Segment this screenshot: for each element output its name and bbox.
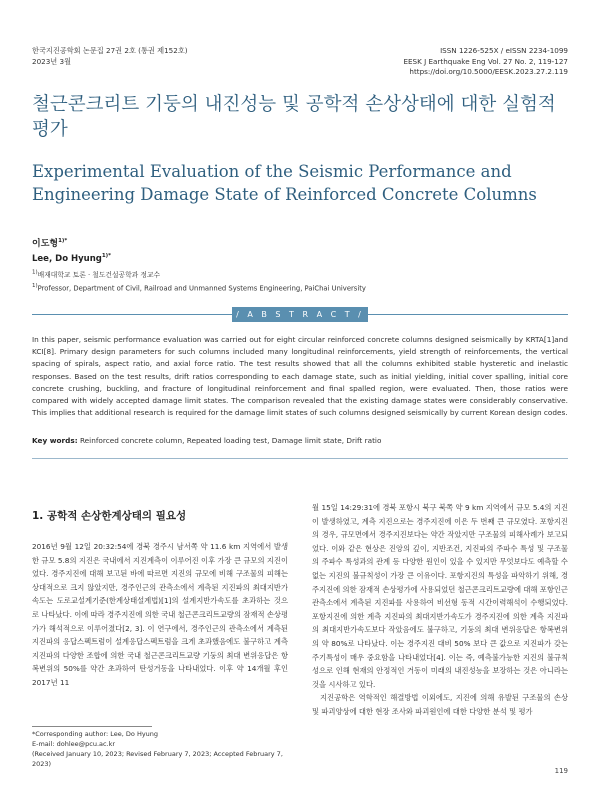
affiliation-english xyxy=(32,283,366,292)
journal-header-left xyxy=(32,46,188,67)
body-paragraph: 월 15일 14:29:31에 경북 포항시 북구 북쪽 약 9 km 지역에서 규모 5.4의 지진이 발생하였고, 계측 지진으로는 경주지진에 이은 두 번째 큰 규모였다. 포항지진의 경우, 규모면에서 경주지진보다는 약간 작았지만 구조물의 피해사례가 보고되었다. 이와 같은 현상은 진앙의 깊이, 지반조건, 지진파의 주파수 특성 및 구조물의 주파수 특성과의 관계 등 다양한 원인이 있을 수 있지만 무엇보다도 예측할 수 없는 지진의 불규칙성이 가장 큰 이유이다. 포항지진의 특성을 파악하기 위해, 경주지진에 의한 잠재적 손상평가에 사용되었던 철근콘크리트교량에 대해 포항인근 관측소에서 계측된 지진파를 사용하여 비선형 동적 시간이력해석이 수행되었다. 포항지진에 의한 계측 지진파의 최대지반가속도가 경주지진에 의한 계측 지진파의 최대지반가속도보다 작았음에도 불구하고, 기둥의 최대 변위응답은 항복변위의 약 80%로 나타났다. 이는 경주지진 대비 50% 보다 큰 값으로 지진파가 갖는 주기특성이 매우 중요함을 나타내었다[4]. 이는 즉, 예측불가능한 지진의 불규칙성으로 인해 현재의 안정적인 거동이 미래의 내진성능을 보장하는 것은 아니라는 것을 시사하고 있다. xyxy=(312,503,568,689)
journal-date: 2023년 3월 xyxy=(32,56,72,66)
author-name-korean: 이도형 xyxy=(32,239,59,249)
affiliation-sup: 1) xyxy=(32,283,38,289)
section-title: 1. 공학적 손상한계상태의 필요성 xyxy=(32,510,187,522)
journal-header-right xyxy=(403,46,568,78)
keywords-text: Reinforced concrete column, Repeated loading test, Damage limit state, Drift ratio xyxy=(79,436,382,445)
body-text-right-column xyxy=(312,501,568,719)
corresponding-author: *Corresponding author: Lee, Do Hyung xyxy=(32,730,159,738)
author-korean xyxy=(32,236,67,249)
author-email[interactable]: E-mail: dohlee@pcu.ac.kr xyxy=(32,740,116,748)
body-text-left-column: 2016년 9월 12일 20:32:54에 경북 경주시 남서쪽 약 11.6 km 지역에서 발생한 규모 5.8의 지진은 국내에서 지진계측이 이루어진 이후 가장 큰 규모의 지진이었다. 경주지진에 대해 보고된 바에 따르면 지진의 규모에 비해 구조물의 피해는 상대적으로 크지 않았지만, 경주인근의 관측소에서 계측된 지진파의 최대지반가속도는 도로교설계기준(한계상태설계법)[1]의 설계지반가속도를 초과하는 것으로 나타났다. 이에 따라 경주지진에 의한 국내 철근콘크리트교량의 잠재적 손상평가가 해석적으로 이루어졌다[2, 3]. 이 연구에서, 경주인근의 관측소에서 계측된 지진파의 응답스펙트럼이 설계응답스펙트럼을 크게 초과했음에도 불구하고 계측지진파의 다양한 조합에 의한 국내 철근콘크리트교량 기둥의 최대 변위응답은 항복변위의 50%를 약간 초과하여 탄성거동을 나타내었다. 이후 약 14개월 후인 2017년 11 xyxy=(32,542,288,687)
body-paragraph: 지진공학은 역학적인 해결방법 이외에도, 지진에 의해 유발된 구조물의 손상 및 파괴양상에 대한 현장 조사와 파괴원인에 대한 다양한 분석 및 평가 xyxy=(312,693,568,716)
issn: ISSN 1226-525X / eISSN 2234-1099 xyxy=(440,46,568,55)
journal-name-english: EESK J Earthquake Eng Vol. 27 No. 2, 119-127 xyxy=(403,56,568,66)
affiliation-english-text: Professor, Department of Civil, Railroad and Unmanned Systems Engineering, PaiChai University xyxy=(37,284,366,293)
received-dates: (Received January 10, 2023; Revised February 7, 2023; Accepted February 7, 2023) xyxy=(32,750,283,768)
affiliation-korean xyxy=(32,269,160,279)
author-sup: 1)* xyxy=(58,238,68,244)
abstract-label: / A B S T R A C T / xyxy=(232,307,368,322)
page-number: 119 xyxy=(554,767,568,775)
footnote-divider xyxy=(32,726,152,727)
affiliation-korean-text: 배재대학교 토론 · 철도건설공학과 정교수 xyxy=(37,271,161,279)
title-korean: 철근콘크리트 기둥의 내진성능 및 공학적 손상상태에 대한 실험적 평가 xyxy=(32,94,556,140)
keywords-label: Key words: xyxy=(32,436,78,445)
affiliation-sup: 1) xyxy=(32,269,38,276)
author-sup: 1)* xyxy=(101,253,112,259)
doi-link[interactable]: https://doi.org/10.5000/EESK.2023.27.2.119 xyxy=(409,67,568,76)
journal-name-korean: 한국지진공학회 논문집 27권 2호 (통권 제152호) xyxy=(32,46,188,55)
title-english: Experimental Evaluation of the Seismic Performance and Engineering Damage State of Reinforced Concrete Columns xyxy=(32,162,537,204)
author-english xyxy=(32,253,111,264)
keywords xyxy=(32,436,568,445)
author-name-english: Lee, Do Hyung xyxy=(32,253,102,264)
abstract-text: In this paper, seismic performance evaluation was carried out for eight circular reinforced concrete columns designed seismically by KRTA[1]and KCI[8]. Primary design parameters for such columns included many longitudinal reinforcements, yield strength of reinforcements, the vertical spacing of spirals, aspect ratio, and axial force ratio. The test results showed that all the columns exhibited stable hysteretic and inelastic responses. Based on the test results, drift ratios corresponding to each damage state, such as initial yielding, initial cover spalling, initial core concrete crushing, buckling, and fracture of longitudinal reinforcement and final spalled region, were evaluated. Then, those ratios were compared with widely accepted damage limit states. The comparison revealed that the existing damage states were considerably conservative. This implies that additional research is required for the damage limit states of such columns designed seismically by current Korean design codes. xyxy=(32,335,568,418)
footnote xyxy=(32,729,292,769)
keywords-divider xyxy=(32,458,568,459)
